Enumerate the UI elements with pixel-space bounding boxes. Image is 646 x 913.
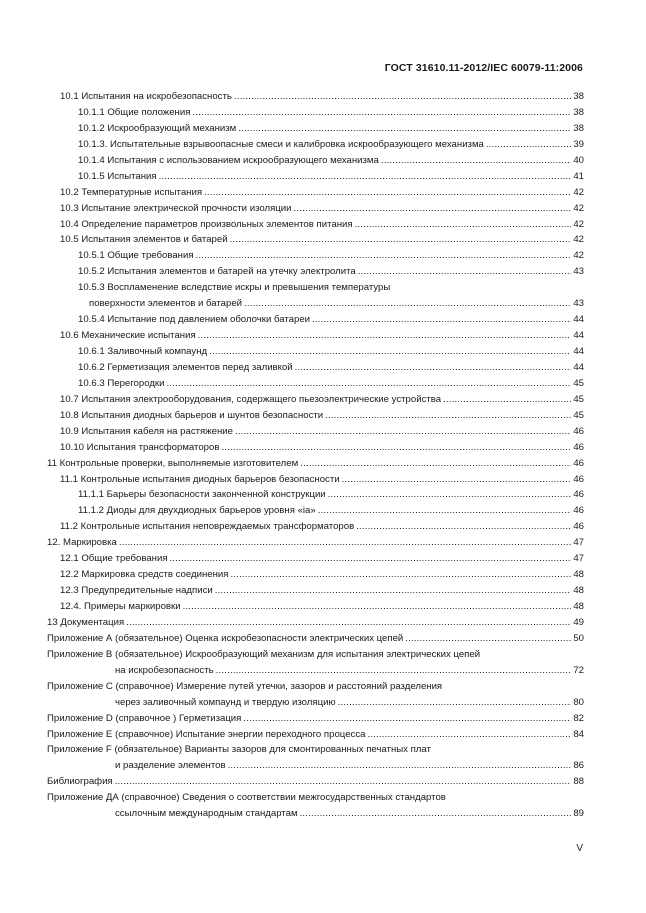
dot-leader — [300, 806, 572, 822]
toc-entry[interactable] — [47, 551, 584, 567]
toc-entry-title: 12.4. Примеры маркировки — [60, 601, 181, 612]
toc-entry[interactable] — [47, 169, 584, 185]
dot-leader — [198, 328, 572, 344]
dot-leader — [243, 711, 571, 727]
toc-entry-title: ссылочным международным стандартам — [115, 808, 298, 820]
toc-entry[interactable] — [47, 312, 584, 328]
toc-entry-page: 38 — [573, 122, 584, 134]
toc-entry-title: 10.5.2 Испытания элементов и батарей на утечку электролита — [78, 266, 356, 278]
dot-leader — [230, 232, 572, 248]
toc-entry[interactable] — [47, 663, 584, 679]
dot-leader — [355, 217, 572, 233]
dot-leader — [221, 440, 571, 456]
toc-entry-page: 48 — [573, 569, 584, 581]
toc-entry-page: 47 — [573, 553, 584, 565]
toc-entry-title: 10.1.4 Испытания с использованием искрообразующего механизма — [78, 154, 379, 166]
dot-leader — [215, 583, 572, 599]
dot-leader — [312, 312, 571, 328]
toc-entry-title: 10.5.4 Испытание под давлением оболочки батареи — [78, 314, 311, 326]
toc-entry-title: и разделение элементов — [115, 760, 226, 772]
toc-entry-title: 10.1 Испытания на искробезопасность — [60, 91, 232, 102]
toc-entry-title: 10.3 Испытание электрической прочности изоляции — [60, 202, 292, 214]
document-header: ГОСТ 31610.11-2012/IEC 60079-11:2006 — [384, 62, 583, 74]
toc-entry-page: 88 — [573, 776, 584, 788]
toc-entry-title: Приложение D (справочное ) Герметизация — [47, 712, 242, 724]
toc-entry-page: 84 — [573, 728, 584, 740]
dot-leader — [235, 424, 571, 440]
dot-leader — [405, 631, 571, 647]
toc-entry[interactable] — [47, 201, 584, 217]
dot-leader — [192, 105, 571, 121]
toc-entry-title: 11.2 Контрольные испытания неповреждаемых трансформаторов — [60, 521, 355, 533]
toc-entry-page: 46 — [573, 457, 584, 469]
toc-entry[interactable] — [47, 296, 584, 312]
dot-leader — [367, 727, 571, 743]
toc-entry[interactable] — [47, 360, 584, 376]
toc-entry[interactable] — [47, 679, 584, 695]
toc-entry-page: 44 — [573, 346, 584, 357]
toc-entry[interactable] — [47, 89, 584, 105]
toc-entry[interactable] — [47, 790, 584, 806]
toc-entry[interactable] — [47, 758, 584, 774]
dot-leader — [300, 456, 571, 472]
toc-entry-title: 13 Документация — [47, 616, 125, 628]
toc-entry[interactable] — [47, 153, 584, 169]
toc-entry-page: 44 — [573, 330, 584, 342]
toc-entry-page: 45 — [573, 377, 584, 389]
toc-entry-title: на искробезопасность — [115, 664, 214, 676]
toc-entry-title: Приложение А (обязательное) Оценка искробезопасности электрических цепей — [47, 632, 404, 644]
toc-entry-page: 42 — [573, 250, 584, 262]
toc-entry[interactable] — [47, 647, 584, 663]
toc-entry[interactable] — [47, 264, 584, 280]
dot-leader — [230, 567, 571, 583]
toc-entry[interactable] — [47, 424, 584, 440]
toc-entry-title: Приложение F (обязательное) Варианты зазоров для смонтированных печатных плат — [47, 744, 431, 756]
toc-entry-page: 39 — [573, 138, 584, 150]
dot-leader — [342, 472, 572, 488]
toc-entry-title: 10.1.1 Общие положения — [78, 106, 191, 118]
toc-entry-title: 10.6.3 Перегородки — [78, 377, 165, 389]
toc-entry-page: 46 — [573, 473, 584, 485]
toc-entry-page: 72 — [573, 664, 584, 676]
toc-entry-title: 12.3 Предупредительные надписи — [60, 585, 213, 597]
dot-leader — [196, 248, 572, 264]
toc-entry-title: 10.5.3 Воспламенение вследствие искры и превышения температуры — [78, 282, 391, 294]
toc-entry-page: 46 — [573, 489, 584, 501]
toc-entry[interactable] — [47, 408, 584, 424]
toc-entry-title: 11.1 Контрольные испытания диодных барьеров безопасности — [60, 473, 340, 485]
dot-leader — [166, 376, 571, 392]
toc-entry[interactable] — [47, 615, 584, 631]
toc-entry-page: 45 — [573, 393, 584, 405]
toc-entry-page: 42 — [573, 202, 584, 214]
toc-entry-page: 43 — [573, 298, 584, 310]
toc-entry-page: 40 — [573, 154, 584, 166]
toc-entry-title: 10.4 Определение параметров произвольных элементов питания — [60, 218, 353, 230]
toc-entry[interactable] — [47, 487, 584, 503]
toc-entry[interactable] — [47, 185, 584, 201]
dot-leader — [486, 137, 571, 153]
toc-entry[interactable] — [47, 137, 584, 153]
toc-entry[interactable] — [47, 456, 584, 472]
toc-entry-page: 48 — [573, 601, 584, 612]
toc-entry-title: Приложение ДА (справочное) Сведения о соответствии межгосударственных стандартов — [47, 792, 446, 804]
toc-entry[interactable] — [47, 472, 584, 488]
dot-leader — [209, 344, 571, 360]
toc-entry-title: 10.1.3. Испытательные взрывоопасные смеси и калибровка искрообразующего механизма — [78, 138, 484, 150]
toc-entry-title: 10.8 Испытания диодных барьеров и шунтов безопасности — [60, 409, 324, 421]
toc-entry[interactable] — [47, 503, 584, 519]
dot-leader — [325, 408, 571, 424]
toc-entry-page: 42 — [573, 234, 584, 246]
toc-entry-title: 10.2 Температурные испытания — [60, 186, 203, 198]
toc-entry-title: Приложение Е (справочное) Испытание энергии переходного процесса — [47, 728, 366, 740]
toc-entry-page: 44 — [573, 314, 584, 326]
toc-entry-page: 38 — [573, 106, 584, 118]
dot-leader — [119, 535, 571, 551]
dot-leader — [216, 663, 572, 679]
toc-entry[interactable] — [47, 328, 584, 344]
toc-entry[interactable] — [47, 105, 584, 121]
toc-entry[interactable] — [47, 695, 584, 711]
toc-entry[interactable] — [47, 631, 584, 647]
toc-entry[interactable] — [47, 121, 584, 137]
toc-entry-title: 10.9 Испытания кабеля на растяжение — [60, 425, 233, 437]
toc-entry-title: Приложение С (справочное) Измерение путей утечки, зазоров и расстояний разделения — [47, 680, 443, 692]
toc-entry[interactable] — [47, 217, 584, 233]
toc-entry-title: Приложение В (обязательное) Искрообразующий механизм для испытания электрических цепей — [47, 648, 481, 660]
dot-leader — [115, 774, 572, 790]
toc-entry-page: 46 — [573, 441, 584, 453]
toc-entry[interactable] — [47, 742, 584, 758]
toc-entry[interactable] — [47, 248, 584, 264]
dot-leader — [338, 695, 572, 711]
toc-entry-page: 44 — [573, 361, 584, 373]
toc-entry[interactable] — [47, 774, 584, 790]
toc-entry[interactable] — [47, 599, 584, 615]
dot-leader — [170, 551, 572, 567]
toc-entry[interactable] — [47, 376, 584, 392]
toc-entry-title: 10.6 Механические испытания — [60, 330, 196, 342]
toc-entry-title: Библиография — [47, 776, 113, 788]
toc-entry[interactable] — [47, 567, 584, 583]
toc-entry-title: 10.5.1 Общие требования — [78, 250, 194, 262]
page-number: V — [576, 843, 583, 854]
dot-leader — [238, 121, 571, 137]
toc-entry-page: 49 — [573, 616, 584, 628]
dot-leader — [318, 503, 572, 519]
toc-entry-title: 10.5 Испытания элементов и батарей — [60, 234, 228, 246]
dot-leader — [295, 360, 572, 376]
toc-entry-title: 11.1.1 Барьеры безопасности законченной конструкции — [78, 489, 326, 501]
toc-entry-page: 80 — [573, 696, 584, 708]
toc-entry[interactable] — [47, 232, 584, 248]
toc-entry-page: 82 — [573, 712, 584, 724]
toc-entry-page: 48 — [573, 585, 584, 597]
toc-entry-title: 10.6.2 Герметизация элементов перед заливкой — [78, 361, 293, 373]
toc-entry[interactable] — [47, 280, 584, 296]
toc-entry[interactable] — [47, 711, 584, 727]
toc-entry-title: 12.1 Общие требования — [60, 553, 168, 565]
toc-entry[interactable] — [47, 392, 584, 408]
toc-entry-page: 47 — [573, 537, 584, 549]
toc-entry-page: 42 — [573, 218, 584, 230]
dot-leader — [328, 487, 572, 503]
toc-entry-title: поверхности элементов и батарей — [89, 298, 243, 310]
toc-entry-title: 10.7 Испытания электрооборудования, содержащего пьезоэлектрические устройства — [60, 393, 442, 405]
toc-entry[interactable] — [47, 440, 584, 456]
dot-leader — [234, 89, 571, 105]
dot-leader — [228, 758, 572, 774]
toc-entry-page: 41 — [573, 170, 584, 182]
toc-entry-page: 43 — [573, 266, 584, 278]
toc-entry[interactable] — [47, 806, 584, 822]
toc-entry-title: 12. Маркировка — [47, 537, 117, 549]
dot-leader — [381, 153, 571, 169]
toc-entry[interactable] — [47, 583, 584, 599]
toc-entry-page: 42 — [573, 186, 584, 198]
toc-entry-page: 50 — [573, 632, 584, 644]
toc-entry-page: 46 — [573, 521, 584, 533]
table-of-contents — [47, 89, 584, 822]
dot-leader — [183, 599, 572, 615]
toc-entry-page: 86 — [573, 760, 584, 772]
dot-leader — [294, 201, 572, 217]
dot-leader — [358, 264, 572, 280]
dot-leader — [159, 169, 572, 185]
dot-leader — [244, 296, 571, 312]
toc-entry-title: 10.1.2 Искрообразующий механизм — [78, 122, 237, 134]
dot-leader — [443, 392, 571, 408]
toc-entry-title: 10.1.5 Испытания — [78, 170, 157, 182]
toc-entry[interactable] — [47, 535, 584, 551]
toc-entry-title: 10.10 Испытания трансформаторов — [60, 441, 220, 453]
toc-entry-page: 46 — [573, 505, 584, 517]
toc-entry-title: 11.1.2 Диоды для двухдиодных барьеров уровня «ia» — [78, 505, 316, 517]
toc-entry-title: 12.2 Маркировка средств соединения — [60, 569, 229, 581]
toc-entry-page: 45 — [573, 409, 584, 421]
toc-entry-page: 89 — [573, 808, 584, 820]
dot-leader — [126, 615, 571, 631]
toc-entry-page: 38 — [573, 91, 584, 102]
dot-leader — [356, 519, 571, 535]
toc-entry[interactable] — [47, 727, 584, 743]
toc-entry[interactable] — [47, 344, 584, 360]
toc-entry-title: через заливочный компаунд и твердую изоляцию — [115, 696, 336, 708]
toc-entry-page: 46 — [573, 425, 584, 437]
toc-entry-title: 11 Контрольные проверки, выполняемые изготовителем — [47, 457, 299, 469]
toc-entry-title: 10.6.1 Заливочный компаунд — [78, 346, 208, 357]
dot-leader — [204, 185, 571, 201]
toc-entry[interactable] — [47, 519, 584, 535]
